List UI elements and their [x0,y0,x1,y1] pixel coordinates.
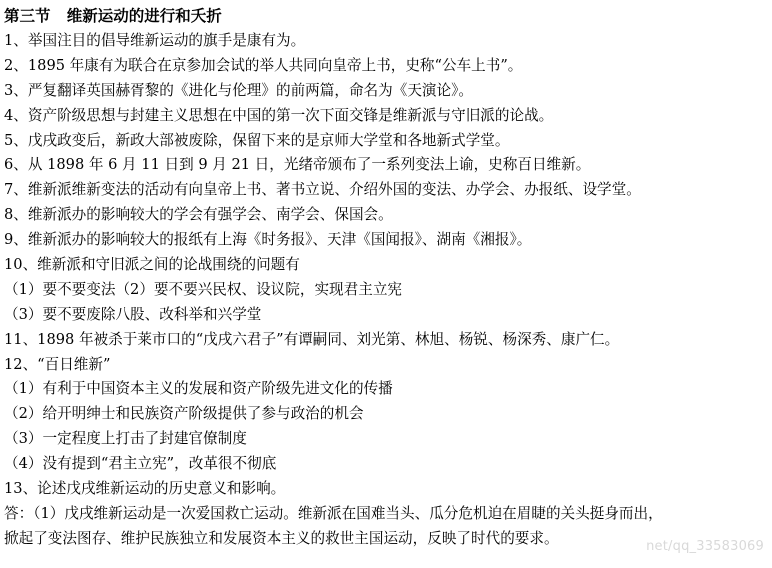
text-line: 4、资产阶级思想与封建主义思想在中国的第一次下面交锋是维新派与守旧派的论战。 [4,106,554,124]
text-line: （3）要不要废除八股、改科举和兴学堂 [4,305,262,323]
text-line: 1、举国注目的倡导维新运动的旗手是康有为。 [4,32,306,49]
text-line: 2、1895 年康有为联合在京参加会试的举人共同向皇帝上书，史称“公车上书”。 [4,56,523,74]
text-line: （2）给开明绅士和民族资产阶级提供了参与政治的机会 [4,405,364,423]
watermark: net/qq_33583069 [646,539,764,554]
text-line: 6、从 1898 年 6 月 11 日到 9 月 21 日，光绪帝颁布了一系列变法上谕，史称百日维新。 [4,156,591,174]
text-line: 3、严复翻译英国赫胥黎的《进化与伦理》的前两篇，命名为《天演论》。 [4,81,473,99]
text-line: 11、1898 年被杀于莱市口的“戊戌六君子”有谭嗣同、刘光第、林旭、杨锐、杨深秀、康广仁。 [4,330,620,348]
text-line: 5、戊戌政变后，新政大部被废除，保留下来的是京师大学堂和各地新式学堂。 [4,131,510,149]
text-line: 7、维新派维新变法的活动有向皇帝上书、著书立说、介绍外国的变法、办学会、办报纸、设学堂。 [4,181,641,199]
text-line: 12、“百日维新” [4,355,111,373]
document-body [4,29,768,552]
text-line: （1）要不要变法（2）要不要兴民权、设议院，实现君主立宪 [4,280,403,298]
text-line: 10、维新派和守旧派之间的论战围绕的问题有 [4,256,300,274]
text-line: 8、维新派办的影响较大的学会有强学会、南学会、保国会。 [4,206,393,224]
text-line: （3）一定程度上打击了封建官僚制度 [4,430,247,448]
document-page [4,4,768,552]
text-line: （4）没有提到“君主立宪”，改革很不彻底 [4,455,277,473]
text-line: 掀起了变法图存、维护民族独立和发展资本主义的救世主国运动，反映了时代的要求。 [4,529,559,547]
text-line: 9、维新派办的影响较大的报纸有上海《时务报》、天津《国闻报》、湖南《湘报》。 [4,231,532,249]
text-line: 答：（1）戊戌维新运动是一次爱国救亡运动。维新派在国难当头、瓜分危机迫在眉睫的关头挺身而出， [4,504,663,522]
text-line: 13、论述戊戌维新运动的历史意义和影响。 [4,480,286,498]
text-line: （1）有利于中国资本主义的发展和资产阶级先进文化的传播 [4,380,393,398]
section-title: 第三节 维新运动的进行和夭折 [4,7,222,25]
